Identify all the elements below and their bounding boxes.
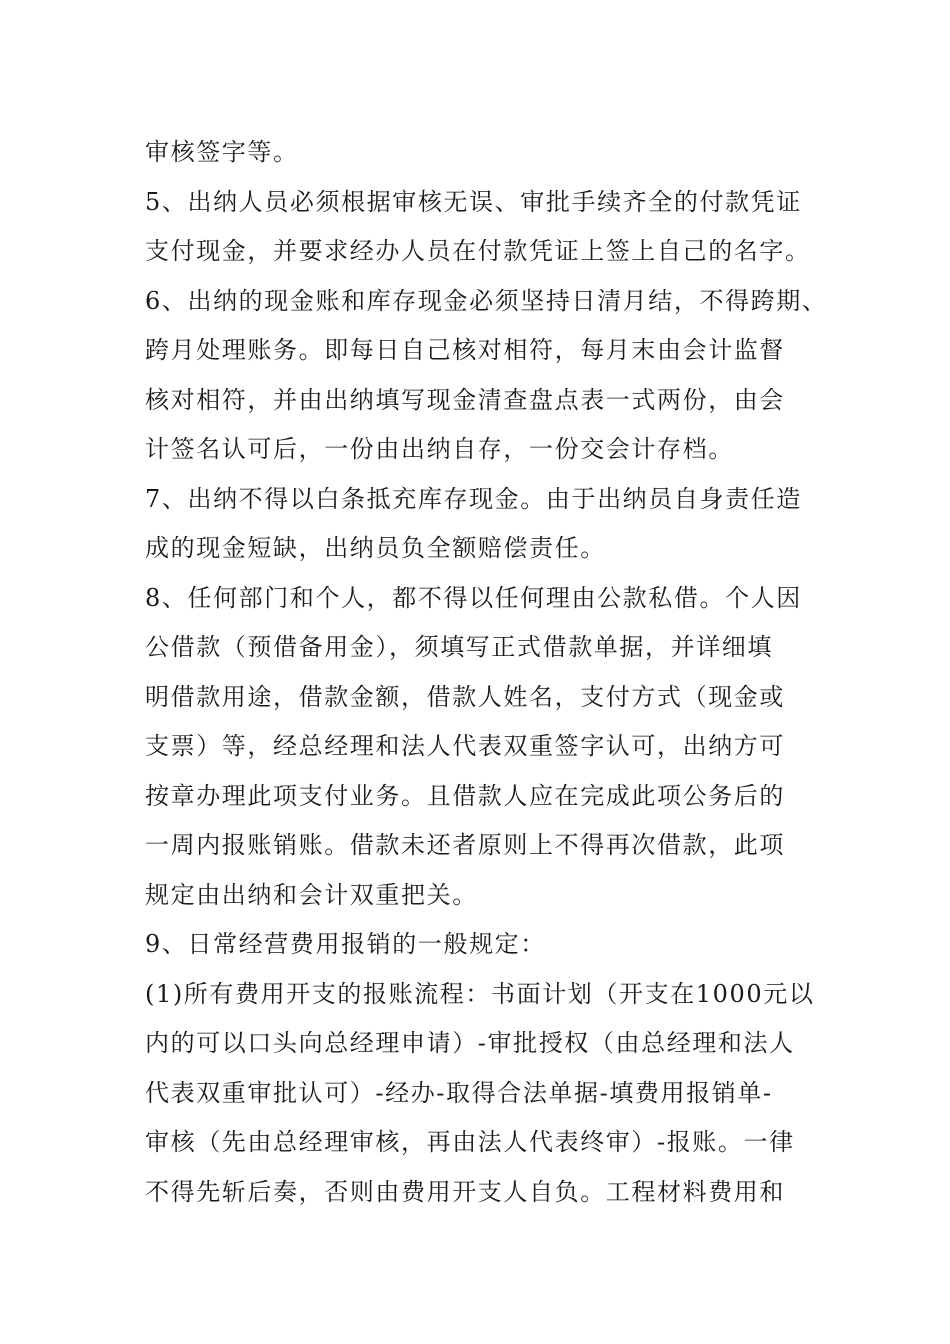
text-line-2: 5、出纳人员必须根据审核无误、审批手续齐全的付款凭证 — [145, 187, 802, 216]
text-line-20: 代表双重审批认可）-经办-取得合法单据-填费用报销单- — [145, 1078, 773, 1107]
text-line-3: 支付现金，并要求经办人员在付款凭证上签上自己的名字。 — [145, 237, 811, 265]
text-line-17: 9、日常经营费用报销的一般规定： — [145, 930, 546, 958]
text-line-18: (1)所有费用开支的报账流程：书面计划（开支在1000元以 — [145, 979, 815, 1008]
text-line-5: 跨月处理账务。即每日自己核对相符，每月末由会计监督 — [145, 336, 785, 364]
text-line-8: 7、出纳不得以白条抵充库存现金。由于出纳员自身责任造 — [145, 484, 802, 513]
text-line-14: 按章办理此项支付业务。且借款人应在完成此项公务后的 — [145, 781, 785, 810]
text-line-21: 审核（先由总经理审核，再由法人代表终审）-报账。一律 — [145, 1128, 795, 1156]
text-line-13: 支票）等，经总经理和法人代表双重签字认可，出纳方可 — [145, 732, 785, 760]
text-line-7: 计签名认可后，一份由出纳自存，一份交会计存档。 — [145, 435, 734, 463]
text-line-16: 规定由出纳和会计双重把关。 — [145, 880, 478, 909]
text-line-9: 成的现金短缺，出纳员负全额赔偿责任。 — [145, 534, 606, 562]
text-line-19: 内的可以口头向总经理申请）-审批授权（由总经理和法人 — [145, 1029, 795, 1057]
text-line-1: 审核签字等。 — [145, 138, 299, 166]
document-body — [145, 128, 845, 1217]
text-line-10: 8、任何部门和个人，都不得以任何理由公款私借。个人因 — [145, 583, 802, 612]
text-line-22: 不得先斩后奏，否则由费用开支人自负。工程材料费用和 — [145, 1177, 785, 1206]
text-line-15: 一周内报账销账。借款未还者原则上不得再次借款，此项 — [145, 831, 785, 859]
text-line-11: 公借款（预借备用金），须填写正式借款单据，并详细填 — [145, 633, 773, 661]
text-line-4: 6、出纳的现金账和库存现金必须坚持日清月结，不得跨期、 — [145, 286, 828, 315]
text-line-6: 核对相符，并由出纳填写现金清查盘点表一式两份，由会 — [145, 385, 785, 414]
text-line-12: 明借款用途，借款金额，借款人姓名，支付方式（现金或 — [145, 682, 785, 711]
